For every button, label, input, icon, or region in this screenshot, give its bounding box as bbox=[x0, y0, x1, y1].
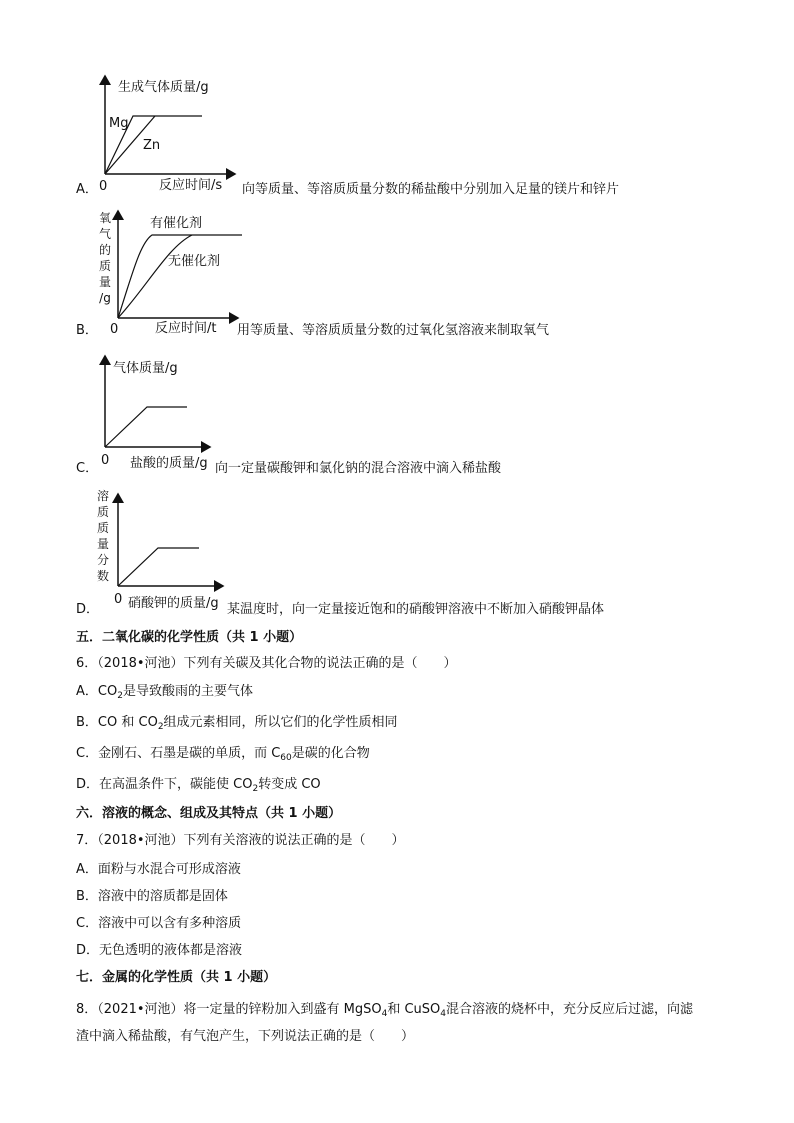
option-d-label: D． bbox=[76, 602, 100, 617]
graph-d-caption: 某温度时，向一定量接近饱和的硝酸钾溶液中不断加入硝酸钾晶体 bbox=[227, 602, 605, 617]
q7-option-a: A．面粉与水混合可形成溶液 bbox=[76, 862, 241, 877]
q7-option-b: B．溶液中的溶质都是固体 bbox=[76, 889, 228, 904]
y-axis-label: 生成气体质量/g bbox=[118, 80, 209, 95]
graph-a-caption: 向等质量、等溶质质量分数的稀盐酸中分别加入足量的镁片和锌片 bbox=[242, 182, 620, 197]
origin-label: 0 bbox=[110, 322, 119, 337]
option-a-label: A． bbox=[76, 182, 98, 197]
option-c-label: C． bbox=[76, 461, 99, 476]
origin-label: 0 bbox=[99, 179, 108, 194]
mg-label: Mg bbox=[109, 116, 129, 131]
q8-line1: 8．（2021•河池）将一定量的锌粉加入到盛有 MgSO$_4$和 CuSO$_4$混合溶液的烧杯中，充分反应后过滤，向滤 bbox=[76, 1002, 694, 1019]
no-catalyst-label: 无催化剂 bbox=[168, 254, 221, 269]
zn-label: Zn bbox=[143, 138, 161, 153]
graph-b bbox=[110, 205, 250, 340]
graph-b-caption: 用等质量、等溶质质量分数的过氧化氢溶液来制取氧气 bbox=[237, 323, 550, 338]
graph-d-y-axis-label: 溶 质 质 量 分 数 bbox=[96, 489, 109, 583]
q6-option-b: B．CO 和 $CO_2$组成元素相同，所以它们的化学性质相同 bbox=[76, 715, 398, 732]
graph-d-x-axis-label: 硝酸钾的质量/g bbox=[128, 596, 219, 611]
graph-b-y-axis-label: 氧 气 的 质 量 /g bbox=[98, 211, 111, 305]
x-axis-label: 反应时间/s bbox=[159, 178, 223, 193]
solute-curve bbox=[118, 548, 199, 586]
q6-option-a: A．$CO_2$是导致酸雨的主要气体 bbox=[76, 684, 253, 701]
graph-c-caption: 向一定量碳酸钾和氯化钠的混合溶液中滴入稀盐酸 bbox=[215, 461, 502, 476]
x-axis-label: 反应时间/t bbox=[155, 321, 217, 336]
origin-label: 0 bbox=[114, 592, 123, 607]
catalyst-curve bbox=[118, 235, 242, 318]
q7-option-c: C．溶液中可以含有多种溶质 bbox=[76, 916, 242, 931]
graph-d bbox=[110, 488, 230, 613]
section7-heading: 七．金属的化学性质（共 1 小题） bbox=[76, 970, 277, 985]
section5-heading: 五．二氧化碳的化学性质（共 1 小题） bbox=[76, 630, 303, 645]
q7-option-d: D．无色透明的液体都是溶液 bbox=[76, 943, 243, 958]
y-axis-label: 气体质量/g bbox=[113, 361, 178, 376]
q8-line2: 渣中滴入稀盐酸，有气泡产生，下列说法正确的是（ ） bbox=[76, 1029, 415, 1044]
option-b-label: B． bbox=[76, 323, 98, 338]
q6-option-d: D．在高温条件下，碳能使 $CO_2$转变成 CO bbox=[76, 777, 321, 794]
q6-option-c: C．金刚石、石墨是碳的单质，而 $C_{60}$是碳的化合物 bbox=[76, 746, 370, 763]
graph-a bbox=[90, 70, 250, 200]
catalyst-label: 有催化剂 bbox=[150, 216, 203, 231]
gas-curve bbox=[105, 407, 187, 447]
q6-stem: 6．（2018•河池）下列有关碳及其化合物的说法正确的是（ ） bbox=[76, 656, 457, 671]
graph-c bbox=[95, 350, 220, 475]
x-axis-label: 盐酸的质量/g bbox=[130, 456, 208, 471]
no-catalyst-curve bbox=[118, 235, 192, 318]
q7-stem: 7．（2018•河池）下列有关溶液的说法正确的是（ ） bbox=[76, 833, 405, 848]
origin-label: 0 bbox=[101, 453, 110, 468]
section6-heading: 六．溶液的概念、组成及其特点（共 1 小题） bbox=[76, 806, 342, 821]
